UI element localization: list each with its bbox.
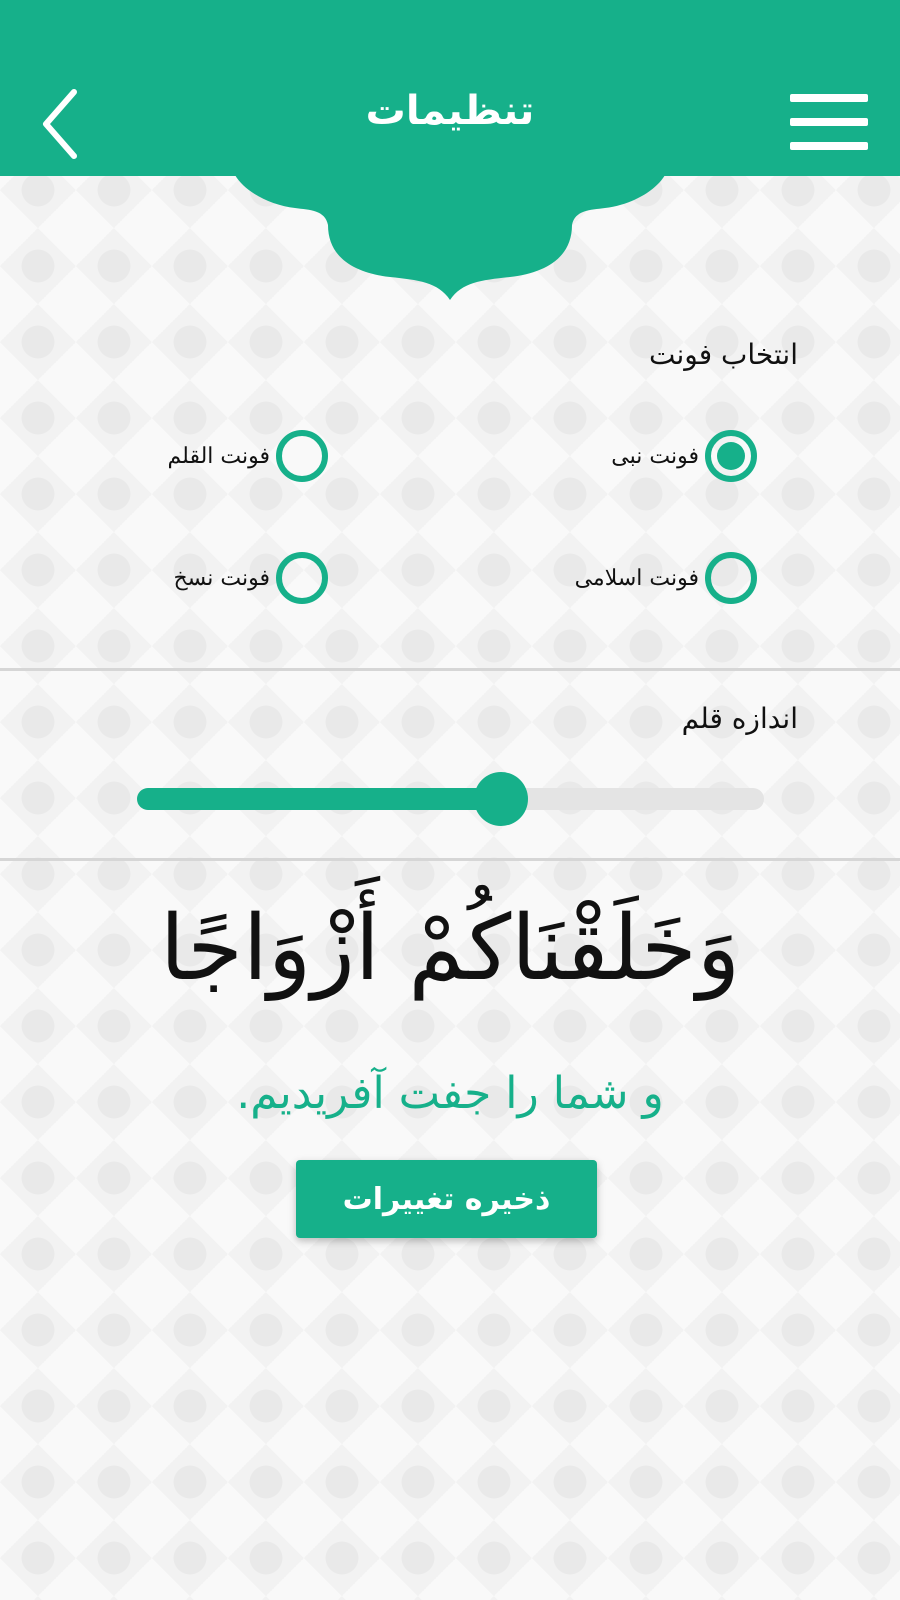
radio-label: فونت القلم bbox=[167, 443, 270, 469]
radio-circle bbox=[705, 552, 757, 604]
slider-thumb[interactable] bbox=[474, 772, 528, 826]
slider-fill bbox=[137, 788, 501, 810]
translation-text: و شما را جفت آفریدیم. bbox=[236, 1068, 664, 1119]
header-ornament bbox=[0, 170, 900, 305]
save-changes-button[interactable]: ذخیره تغییرات bbox=[296, 1160, 597, 1238]
menu-button[interactable] bbox=[790, 94, 870, 150]
hamburger-menu-icon bbox=[790, 94, 870, 150]
arabic-preview-text: وَخَلَقْنَاكُمْ أَزْوَاجًا bbox=[159, 896, 741, 1001]
radio-circle-selected bbox=[705, 430, 757, 482]
radio-circle bbox=[276, 430, 328, 482]
radio-label: فونت اسلامی bbox=[574, 565, 699, 591]
size-section-label: اندازه قلم bbox=[681, 702, 798, 735]
radio-font-nabi[interactable] bbox=[611, 430, 757, 482]
radio-label: فونت نسخ bbox=[173, 565, 270, 591]
app-header bbox=[0, 0, 900, 175]
radio-circle bbox=[276, 552, 328, 604]
radio-font-alqalam[interactable] bbox=[168, 430, 328, 482]
section-divider bbox=[0, 668, 900, 671]
font-size-slider[interactable] bbox=[137, 788, 764, 810]
page-title: تنظیمات bbox=[365, 88, 535, 134]
radio-label: فونت نبی bbox=[611, 443, 699, 469]
radio-font-islami[interactable] bbox=[575, 552, 757, 604]
font-section-label: انتخاب فونت bbox=[648, 338, 798, 371]
radio-font-naskh[interactable] bbox=[173, 552, 328, 604]
section-divider bbox=[0, 858, 900, 861]
